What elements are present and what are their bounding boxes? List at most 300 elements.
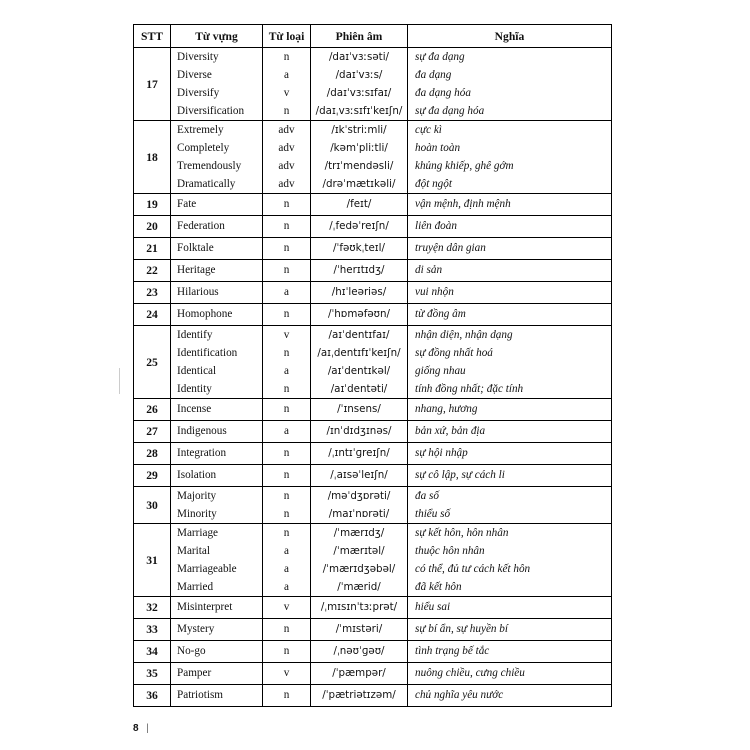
vocabulary-word: Identical xyxy=(177,365,217,377)
row-number: 18 xyxy=(134,121,171,194)
meaning-stack xyxy=(408,443,611,464)
word-type: adv xyxy=(278,142,295,154)
vocabulary-word: Isolation xyxy=(177,469,217,481)
meaning: cực kì xyxy=(415,124,442,136)
vocabulary-word: Misinterpret xyxy=(177,601,233,613)
pronunciation-stack xyxy=(311,443,407,464)
meaning: hiểu sai xyxy=(415,601,451,613)
word-type: v xyxy=(283,329,290,341)
row-number: 26 xyxy=(134,399,171,421)
pronunciation-cell xyxy=(311,487,408,524)
pronunciation: /aɪˈdentəti/ xyxy=(330,383,388,395)
pronunciation-cell xyxy=(311,282,408,304)
pronunciation-stack xyxy=(311,685,407,706)
pronunciation-cell xyxy=(311,121,408,194)
meaning-stack xyxy=(408,421,611,442)
pronunciation-stack xyxy=(311,260,407,281)
pronunciation: /drəˈmætɪkəli/ xyxy=(322,178,396,190)
vocabulary-word-stack xyxy=(171,326,262,398)
meaning-cell xyxy=(408,619,612,641)
pronunciation-cell xyxy=(311,260,408,282)
word-type-cell xyxy=(263,487,311,524)
pronunciation-cell xyxy=(311,663,408,685)
word-type: n xyxy=(283,198,290,210)
column-header-meaning: Nghĩa xyxy=(408,25,612,48)
table-row xyxy=(134,619,612,641)
vocabulary-word: Minority xyxy=(177,508,217,520)
pronunciation-cell xyxy=(311,443,408,465)
meaning: nhang, hương xyxy=(415,403,478,415)
word-type: n xyxy=(283,469,290,481)
meaning: vui nhộn xyxy=(415,286,454,298)
row-number: 33 xyxy=(134,619,171,641)
meaning: sự kết hôn, hôn nhân xyxy=(415,527,509,539)
table-row xyxy=(134,48,612,121)
vocabulary-word-cell xyxy=(171,443,263,465)
row-number: 35 xyxy=(134,663,171,685)
vocabulary-word: Federation xyxy=(177,220,225,232)
vocabulary-word: Completely xyxy=(177,142,230,154)
word-type: n xyxy=(283,308,290,320)
word-type-stack xyxy=(263,685,310,706)
word-type-stack xyxy=(263,216,310,237)
word-type-stack xyxy=(263,399,310,420)
vocabulary-table xyxy=(133,24,612,707)
word-type: v xyxy=(283,601,290,613)
pronunciation-cell xyxy=(311,597,408,619)
table-row xyxy=(134,326,612,399)
word-type-stack xyxy=(263,48,310,120)
vocabulary-word: Diversification xyxy=(177,105,245,117)
meaning: vận mệnh, định mệnh xyxy=(415,198,511,210)
meaning: tình trạng bế tắc xyxy=(415,645,490,657)
word-type: adv xyxy=(278,124,295,136)
word-type-stack xyxy=(263,524,310,596)
pronunciation-cell xyxy=(311,465,408,487)
meaning-stack xyxy=(408,524,611,596)
meaning-cell xyxy=(408,238,612,260)
table-row xyxy=(134,238,612,260)
word-type-stack xyxy=(263,619,310,640)
pronunciation-cell xyxy=(311,216,408,238)
word-type: n xyxy=(283,447,290,459)
meaning-stack xyxy=(408,619,611,640)
meaning-cell xyxy=(408,597,612,619)
row-number: 21 xyxy=(134,238,171,260)
row-number: 31 xyxy=(134,524,171,597)
meaning-cell xyxy=(408,421,612,443)
pronunciation: /ˌfedəˈreɪʃn/ xyxy=(329,220,389,232)
word-type: n xyxy=(283,508,290,520)
vocabulary-word: Pamper xyxy=(177,667,212,679)
word-type-cell xyxy=(263,421,311,443)
word-type-stack xyxy=(263,121,310,193)
vocabulary-word-cell xyxy=(171,641,263,663)
word-type: a xyxy=(284,69,289,81)
pronunciation: /kəmˈpliːtli/ xyxy=(330,142,388,154)
row-number: 29 xyxy=(134,465,171,487)
meaning-stack xyxy=(408,194,611,215)
vocabulary-word: No-go xyxy=(177,645,206,657)
page-footer xyxy=(133,723,149,734)
pronunciation-stack xyxy=(311,597,407,618)
vocabulary-word: Married xyxy=(177,581,214,593)
meaning-stack xyxy=(408,326,611,398)
meaning: liên đoàn xyxy=(415,220,457,232)
row-number: 23 xyxy=(134,282,171,304)
meaning-stack xyxy=(408,663,611,684)
vocabulary-word: Identity xyxy=(177,383,212,395)
vocabulary-word-stack xyxy=(171,194,262,215)
pronunciation: /ˈmærɪtəl/ xyxy=(333,545,385,557)
meaning-stack xyxy=(408,304,611,325)
word-type: n xyxy=(283,242,290,254)
table-header-row xyxy=(134,25,612,48)
row-number: 30 xyxy=(134,487,171,524)
word-type: adv xyxy=(278,178,295,190)
word-type: a xyxy=(284,545,289,557)
vocabulary-word-cell xyxy=(171,326,263,399)
vocabulary-word-cell xyxy=(171,216,263,238)
table-body xyxy=(134,48,612,707)
table-row xyxy=(134,421,612,443)
pronunciation: /ˈmærɪdʒ/ xyxy=(333,527,385,539)
pronunciation-stack xyxy=(311,399,407,420)
meaning: hoàn toàn xyxy=(415,142,461,154)
meaning-cell xyxy=(408,194,612,216)
row-number: 34 xyxy=(134,641,171,663)
word-type-stack xyxy=(263,326,310,398)
vocabulary-word-cell xyxy=(171,48,263,121)
vocabulary-word-stack xyxy=(171,465,262,486)
meaning: thuộc hôn nhân xyxy=(415,545,485,557)
meaning: đa dạng xyxy=(415,69,452,81)
meaning-stack xyxy=(408,48,611,120)
pronunciation: /aɪˌdentɪfɪˈkeɪʃn/ xyxy=(317,347,401,359)
vocabulary-word-cell xyxy=(171,121,263,194)
meaning-stack xyxy=(408,238,611,259)
vocabulary-word-stack xyxy=(171,443,262,464)
pronunciation-stack xyxy=(311,619,407,640)
table-row xyxy=(134,663,612,685)
row-number: 32 xyxy=(134,597,171,619)
vocabulary-word-cell xyxy=(171,465,263,487)
pronunciation: /ˌnəʊˈɡəʊ/ xyxy=(333,645,385,657)
pronunciation-cell xyxy=(311,421,408,443)
word-type: n xyxy=(283,347,290,359)
column-header-pronunciation: Phiên âm xyxy=(311,25,408,48)
pronunciation-stack xyxy=(311,524,407,596)
pronunciation-stack xyxy=(311,121,407,193)
meaning-cell xyxy=(408,121,612,194)
vocabulary-word: Heritage xyxy=(177,264,216,276)
pronunciation: /hɪˈleəriəs/ xyxy=(331,286,387,298)
pronunciation: /feɪt/ xyxy=(346,198,372,210)
vocabulary-word-cell xyxy=(171,260,263,282)
vocabulary-table-container xyxy=(133,24,611,707)
pronunciation: /ˈmærid/ xyxy=(337,581,381,593)
meaning-stack xyxy=(408,641,611,662)
word-type-stack xyxy=(263,597,310,618)
vocabulary-word: Hilarious xyxy=(177,286,219,298)
word-type-cell xyxy=(263,216,311,238)
pronunciation-cell xyxy=(311,326,408,399)
word-type-stack xyxy=(263,421,310,442)
pronunciation: /ˈɪnsens/ xyxy=(337,403,381,415)
word-type: v xyxy=(283,87,290,99)
table-row xyxy=(134,282,612,304)
meaning-stack xyxy=(408,121,611,193)
vocabulary-word: Tremendously xyxy=(177,160,242,172)
vocabulary-word-stack xyxy=(171,685,262,706)
vocabulary-word: Mystery xyxy=(177,623,215,635)
vocabulary-word: Identify xyxy=(177,329,213,341)
word-type-cell xyxy=(263,663,311,685)
row-number: 22 xyxy=(134,260,171,282)
meaning-stack xyxy=(408,487,611,523)
pronunciation: /aɪˈdentɪfaɪ/ xyxy=(328,329,390,341)
pronunciation: /daɪˌvɜːsɪfɪˈkeɪʃn/ xyxy=(315,105,403,117)
pronunciation-cell xyxy=(311,304,408,326)
row-number: 28 xyxy=(134,443,171,465)
pronunciation: /ˌmɪsɪnˈtɜːprət/ xyxy=(320,601,398,613)
vocabulary-word-cell xyxy=(171,194,263,216)
meaning: khủng khiếp, ghê gớm xyxy=(415,160,514,172)
meaning-cell xyxy=(408,641,612,663)
pronunciation-cell xyxy=(311,641,408,663)
page-margin-mark xyxy=(119,368,120,394)
pronunciation-stack xyxy=(311,641,407,662)
vocabulary-word-cell xyxy=(171,524,263,597)
vocabulary-word-cell xyxy=(171,282,263,304)
meaning: sự hội nhập xyxy=(415,447,468,459)
vocabulary-word: Diverse xyxy=(177,69,212,81)
pronunciation: /daɪˈvɜːsɪfaɪ/ xyxy=(326,87,392,99)
meaning: sự cô lập, sự cách li xyxy=(415,469,505,481)
word-type: n xyxy=(283,623,290,635)
vocabulary-word: Fate xyxy=(177,198,197,210)
table-row xyxy=(134,465,612,487)
vocabulary-word: Integration xyxy=(177,447,227,459)
word-type-stack xyxy=(263,641,310,662)
meaning: đa dạng hóa xyxy=(415,87,471,99)
meaning: bản xứ, bản địa xyxy=(415,425,486,437)
pronunciation: /ˈfəʊkˌteɪl/ xyxy=(333,242,385,254)
word-type-cell xyxy=(263,685,311,707)
table-header xyxy=(134,25,612,48)
pronunciation: /ˈpætriətɪzəm/ xyxy=(322,689,396,701)
word-type-cell xyxy=(263,121,311,194)
meaning-cell xyxy=(408,487,612,524)
meaning-cell xyxy=(408,465,612,487)
table-row xyxy=(134,194,612,216)
word-type: n xyxy=(283,689,290,701)
meaning: truyện dân gian xyxy=(415,242,486,254)
vocabulary-word: Identification xyxy=(177,347,238,359)
meaning: sự đồng nhất hoá xyxy=(415,347,493,359)
word-type-stack xyxy=(263,260,310,281)
column-header-wordtype: Từ loại xyxy=(263,25,311,48)
word-type-cell xyxy=(263,465,311,487)
word-type-cell xyxy=(263,282,311,304)
pronunciation-cell xyxy=(311,194,408,216)
pronunciation-stack xyxy=(311,465,407,486)
word-type-stack xyxy=(263,238,310,259)
word-type: adv xyxy=(278,160,295,172)
vocabulary-word-cell xyxy=(171,619,263,641)
meaning-cell xyxy=(408,48,612,121)
meaning: di sản xyxy=(415,264,443,276)
pronunciation: /ˈmærɪdʒəbəl/ xyxy=(322,563,396,575)
word-type-stack xyxy=(263,465,310,486)
vocabulary-word: Marital xyxy=(177,545,210,557)
word-type-cell xyxy=(263,326,311,399)
pronunciation-stack xyxy=(311,663,407,684)
pronunciation: /ˈherɪtɪdʒ/ xyxy=(333,264,385,276)
word-type: n xyxy=(283,220,290,232)
vocabulary-word-stack xyxy=(171,524,262,596)
pronunciation-cell xyxy=(311,619,408,641)
vocabulary-word-stack xyxy=(171,48,262,120)
pronunciation-stack xyxy=(311,216,407,237)
word-type: n xyxy=(283,403,290,415)
meaning-cell xyxy=(408,443,612,465)
vocabulary-word-stack xyxy=(171,641,262,662)
meaning-stack xyxy=(408,260,611,281)
word-type: n xyxy=(283,264,290,276)
pronunciation-cell xyxy=(311,48,408,121)
word-type-stack xyxy=(263,194,310,215)
table-row xyxy=(134,399,612,421)
word-type: a xyxy=(284,425,289,437)
word-type-cell xyxy=(263,597,311,619)
meaning: sự bí ẩn, sự huyền bí xyxy=(415,623,508,635)
row-number: 36 xyxy=(134,685,171,707)
word-type-cell xyxy=(263,194,311,216)
word-type: a xyxy=(284,581,289,593)
pronunciation: /ˌaɪsəˈleɪʃn/ xyxy=(330,469,388,481)
table-row xyxy=(134,487,612,524)
vocabulary-word-cell xyxy=(171,304,263,326)
meaning: sự đa dạng xyxy=(415,51,465,63)
meaning: nuông chiều, cưng chiều xyxy=(415,667,525,679)
table-row xyxy=(134,304,612,326)
pronunciation: /daɪˈvɜːs/ xyxy=(335,69,383,81)
pronunciation-cell xyxy=(311,524,408,597)
word-type: n xyxy=(283,383,290,395)
pronunciation: /maɪˈnɒrəti/ xyxy=(328,508,390,520)
vocabulary-word-stack xyxy=(171,663,262,684)
meaning-cell xyxy=(408,524,612,597)
row-number: 25 xyxy=(134,326,171,399)
word-type: n xyxy=(283,645,290,657)
meaning-cell xyxy=(408,260,612,282)
pronunciation-stack xyxy=(311,487,407,523)
word-type-stack xyxy=(263,443,310,464)
table-row xyxy=(134,260,612,282)
meaning: chủ nghĩa yêu nước xyxy=(415,689,504,701)
table-row xyxy=(134,685,612,707)
table-row xyxy=(134,121,612,194)
table-row xyxy=(134,597,612,619)
meaning: sự đa dạng hóa xyxy=(415,105,485,117)
column-header-stt: STT xyxy=(134,25,171,48)
pronunciation: /ˈpæmpər/ xyxy=(332,667,386,679)
vocabulary-word-stack xyxy=(171,421,262,442)
vocabulary-word: Diversify xyxy=(177,87,220,99)
meaning-stack xyxy=(408,399,611,420)
vocabulary-word-stack xyxy=(171,238,262,259)
vocabulary-word: Marriage xyxy=(177,527,218,539)
page-number: 8 xyxy=(133,723,140,734)
meaning-stack xyxy=(408,597,611,618)
word-type-cell xyxy=(263,48,311,121)
vocabulary-word: Dramatically xyxy=(177,178,236,190)
meaning-cell xyxy=(408,282,612,304)
vocabulary-word-cell xyxy=(171,421,263,443)
vocabulary-word-cell xyxy=(171,238,263,260)
word-type: v xyxy=(283,667,290,679)
word-type: n xyxy=(283,490,290,502)
row-number: 19 xyxy=(134,194,171,216)
pronunciation: /ɪnˈdɪdʒɪnəs/ xyxy=(326,425,392,437)
word-type-cell xyxy=(263,304,311,326)
vocabulary-word-cell xyxy=(171,663,263,685)
pronunciation: /ˈmɪstəri/ xyxy=(335,623,383,635)
meaning: nhận diện, nhận dạng xyxy=(415,329,513,341)
vocabulary-word: Homophone xyxy=(177,308,233,320)
word-type: a xyxy=(284,286,289,298)
vocabulary-word: Majority xyxy=(177,490,217,502)
vocabulary-word-stack xyxy=(171,487,262,523)
pronunciation-stack xyxy=(311,282,407,303)
word-type-cell xyxy=(263,524,311,597)
vocabulary-word-cell xyxy=(171,399,263,421)
meaning: giống nhau xyxy=(415,365,466,377)
vocabulary-word-cell xyxy=(171,685,263,707)
word-type-cell xyxy=(263,443,311,465)
table-row xyxy=(134,524,612,597)
word-type-stack xyxy=(263,487,310,523)
meaning-stack xyxy=(408,282,611,303)
word-type-cell xyxy=(263,641,311,663)
table-row xyxy=(134,641,612,663)
word-type-stack xyxy=(263,663,310,684)
meaning-cell xyxy=(408,216,612,238)
meaning: đã kết hôn xyxy=(415,581,462,593)
pronunciation-stack xyxy=(311,421,407,442)
word-type: a xyxy=(284,563,289,575)
pronunciation: /ɪkˈstriːmli/ xyxy=(331,124,387,136)
row-number: 20 xyxy=(134,216,171,238)
pronunciation: /daɪˈvɜːsəti/ xyxy=(328,51,390,63)
vocabulary-word-stack xyxy=(171,399,262,420)
meaning: đột ngột xyxy=(415,178,452,190)
vocabulary-word-stack xyxy=(171,260,262,281)
pronunciation-stack xyxy=(311,48,407,120)
row-number: 24 xyxy=(134,304,171,326)
meaning: có thể, đủ tư cách kết hôn xyxy=(415,563,531,575)
table-row xyxy=(134,443,612,465)
meaning-stack xyxy=(408,465,611,486)
meaning-cell xyxy=(408,326,612,399)
meaning-stack xyxy=(408,216,611,237)
vocabulary-word-cell xyxy=(171,597,263,619)
word-type-stack xyxy=(263,304,310,325)
vocabulary-word-stack xyxy=(171,121,262,193)
word-type: n xyxy=(283,527,290,539)
vocabulary-word-cell xyxy=(171,487,263,524)
